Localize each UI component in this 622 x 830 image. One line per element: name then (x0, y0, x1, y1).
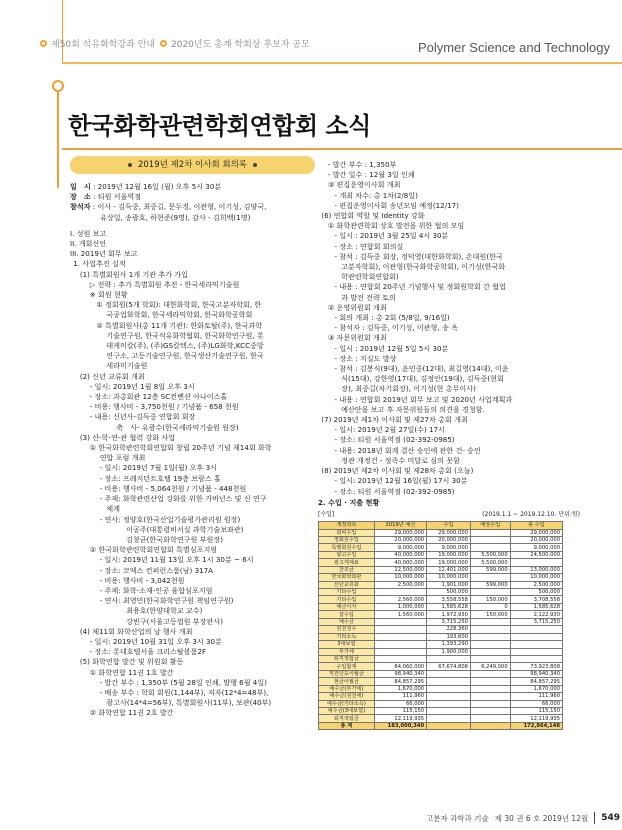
table-cell: 예수금(부가세) (319, 685, 375, 692)
table-row (319, 574, 563, 581)
table-cell: 20,000,000 (427, 536, 471, 543)
table-cell: 현금이월금 (319, 678, 375, 685)
table-cell: 1,972,930 (427, 611, 471, 618)
report-body-left (70, 229, 315, 719)
table-cell: 잡수입 (319, 611, 375, 618)
column-header: 계정과목 (319, 522, 375, 529)
page-number: 549 (601, 813, 621, 823)
table-cell: 500,000 (427, 589, 471, 596)
table-cell: 9,000,000 (427, 544, 471, 551)
text-line: - 장소: 프레지던트호텔 19층 브람스 홀 (99, 473, 221, 483)
table-cell: 5,500,000 (470, 559, 510, 566)
text-line: - 장소: 과총회관 12층 SC컨벤션 아나이스홀 (89, 392, 228, 402)
text-line: - 편집운영이사회 송년모임 예정(12/17) (334, 200, 459, 210)
text-line: ② 특별회원사(총 11개 기관): 한화토탈(주), 한국과학 (96, 320, 263, 330)
table-cell: 정회원수입 (319, 536, 375, 543)
table-cell: 3,715,250 (427, 618, 471, 625)
table-cell: 111,960 (510, 693, 562, 700)
table-cell: 0 (470, 603, 510, 610)
text-line: 과 발전 전략 토의 (341, 292, 396, 302)
table-cell: 84,857,295 (374, 678, 426, 685)
table-cell: 40,000,000 (374, 551, 426, 558)
table-cell: 12,119,935 (374, 715, 426, 722)
text-line: III. 2019년 회무 보고 (70, 249, 138, 259)
text-line: II. 개회선언 (70, 239, 107, 249)
text-line: ▷ 전략 : 추가 특별회원 추진 - 한국세라믹기술원 (89, 279, 240, 289)
text-line: 체계 (106, 504, 121, 514)
text-line: I. 성원 보고 (70, 228, 107, 238)
text-line: 학관련학회연합회) (341, 272, 399, 282)
table-cell: 2,560,000 (374, 596, 426, 603)
table-cell (374, 618, 426, 625)
finance-unit-label: [수입] (318, 510, 335, 518)
text-line: - 장소: 티원 서울역점 (02-392-0985) (334, 435, 455, 445)
table-cell: 3,708,558 (510, 596, 562, 603)
table-cell: 1,585,628 (427, 603, 471, 610)
table-cell: 특별회원수입 (319, 544, 375, 551)
text-line: 광고사(14*4=56부), 특별회원사(11부), 보관(40부) (106, 698, 272, 708)
table-cell: 수입합계 (319, 663, 375, 670)
title-rule (62, 148, 622, 150)
text-line: (1) 특별회원사 1개 기관 추가 가입 (79, 269, 188, 279)
table-cell: 예수금(3대보험) (319, 708, 375, 715)
column-header: 총 수입 (510, 522, 562, 529)
text-line: - 연사: 정양호(한국산업기술평가관리원 원장) (99, 514, 241, 524)
text-line: - 참석 : 김봉식(9대), 윤민중(12대), 최길영(14대), 이윤 (334, 364, 509, 374)
table-cell: 1,393,290 (427, 641, 471, 648)
text-line: ① 화학관련학회 상호 발전을 위한 협의 모임 (327, 221, 465, 231)
text-line: ※ 회원 현황 (89, 290, 128, 300)
table-cell (374, 626, 426, 633)
table-row (319, 641, 563, 648)
table-row (319, 536, 563, 543)
table-cell (470, 544, 510, 551)
table-cell: 84,857,295 (510, 678, 562, 685)
table-cell: 66,000 (510, 700, 562, 707)
text-line: - 참석자 : 김득중, 이기성, 이관형, 송 옥 (334, 323, 458, 333)
table-cell: 3,558,558 (427, 596, 471, 603)
text-line: ② 화학연합 11권 2호 발간 (89, 708, 174, 718)
text-line: - 비용: 행사비 - 3,750천원 / 기념품 - 658 천원 (89, 402, 239, 412)
meeting-heading: 2019년 제2차 이사회 회의록 (70, 156, 315, 174)
table-cell (510, 641, 562, 648)
table-cell: 1,560,000 (374, 611, 426, 618)
page-header (0, 0, 622, 62)
table-cell (427, 700, 471, 707)
table-cell: 1,670,000 (374, 685, 426, 692)
text-line: (7) 2019년 제1차 이사회 및 제27차 총회 개최 (321, 415, 468, 425)
text-line: 1. 사업추진 실적 (73, 259, 126, 269)
crumb-seminar[interactable]: 제50회 석유화학강좌 안내 (40, 37, 155, 50)
table-cell: 한국화학회관 (319, 574, 375, 581)
table-cell (510, 655, 562, 662)
text-line: - 주제: 화학관련산업 강화를 위한 거버넌스 및 신 연구 (99, 494, 267, 504)
table-row (319, 715, 563, 722)
table-row (319, 589, 563, 596)
table-row (319, 611, 563, 618)
table-cell: 193,600 (427, 633, 471, 640)
table-cell (510, 648, 562, 655)
table-cell (427, 678, 471, 685)
table-cell (470, 618, 510, 625)
table-cell: 1,900,000 (427, 648, 471, 655)
table-cell: 예수금(기타소득) (319, 700, 375, 707)
table-cell: 퇴직적립금 (319, 715, 375, 722)
table-row (319, 678, 563, 685)
table-cell: 150,000 (470, 596, 510, 603)
table-cell: 98,940,340 (510, 670, 562, 677)
brand-title: Polymer Science and Technology (418, 40, 610, 55)
table-cell: 98,940,340 (374, 670, 426, 677)
table-cell: 111,960 (374, 693, 426, 700)
text-line: 축 사- 유광수(한국세라믹기술원 원장) (116, 422, 239, 432)
page-footer (426, 812, 620, 824)
table-cell: 20,000,000 (510, 536, 562, 543)
table-row (319, 708, 563, 715)
table-cell (470, 574, 510, 581)
table-row (319, 618, 563, 625)
table-cell: 예금이자 (319, 603, 375, 610)
text-line: 강빈구(서울고등법원 부장판사) (126, 616, 223, 626)
meeting-attendees: 참석자 : 이사 - 김득중, 최중길, 문두경, 이관형, 이기성, 김양국, (70, 202, 267, 212)
text-line: 데케미칼(주), (주)GS칼텍스, (주)LG화학,KCC중앙 (106, 341, 264, 351)
table-cell: 24,500,000 (510, 551, 562, 558)
text-line: 식(15대), 강한영(17대), 김정안(19대), 김득중(현회 (341, 374, 504, 384)
table-row (319, 529, 563, 536)
table-cell: 84,060,000 (374, 663, 426, 670)
table-cell: 기타수입 (319, 596, 375, 603)
text-line: ① 화학연합 11권 1호 발간 (89, 667, 174, 677)
text-line: 예산안을 보고 후 자문위원들의 의견을 경청함. (341, 404, 485, 414)
table-cell: 신년교류회 (319, 581, 375, 588)
table-cell: 66,000 (374, 700, 426, 707)
table-cell: 9,000,000 (510, 544, 562, 551)
text-line: ① 한국화학관련학회연합회 창립 20주년 기념 제14회 화학 (89, 443, 272, 453)
table-cell (470, 641, 510, 648)
table-row (319, 693, 563, 700)
text-line: - 개최 차수: 총 1차(2/8일) (334, 190, 418, 200)
table-cell: 599,000 (470, 581, 510, 588)
text-line: (8) 2019년 제2차 이사회 및 제28차 총회 (오늘) (321, 466, 474, 476)
table-cell: 10,000,000 (510, 574, 562, 581)
text-line: 김창균(한국화학연구원 부원장) (126, 534, 223, 544)
table-row (319, 700, 563, 707)
meeting-attendees-cont: 유상일, 송광호, 하현준(9명), 감사 - 김희백(1명) (100, 212, 251, 222)
table-cell: 115,150 (374, 708, 426, 715)
text-line: - 내용 : 연합회 2019년 회무 보고 및 2020년 사업계획과 (334, 394, 513, 404)
right-column (318, 160, 580, 730)
table-cell (427, 715, 471, 722)
text-line: ② 한국화학관련학회연합회 특별심포지엄 (89, 545, 218, 555)
table-row (319, 559, 563, 566)
table-cell: 29,000,000 (374, 529, 426, 536)
table-cell (470, 655, 510, 662)
text-line: - 일시: 2019년 10월 31일 오후 3시 30분 (89, 636, 222, 646)
table-cell: 40,000,000 (374, 559, 426, 566)
table-cell (374, 589, 426, 596)
ring-bullet-icon (40, 40, 47, 47)
page-title: 한국화학관련학회연합회 소식 (68, 112, 371, 140)
text-line: 연합 포럼 개최 (99, 453, 146, 463)
text-line: - 발간 일수 : 12월 3일 인쇄 (327, 170, 415, 180)
text-line: 정관 개정건 - 정족수 미달로 심의 못함 (341, 455, 460, 465)
table-cell (374, 648, 426, 655)
text-line: 연구소, 고등기술연구원, 한국생산기술연구원, 한국 (106, 351, 264, 361)
table-cell: 12,500,000 (374, 566, 426, 573)
meeting-date: 일 시 : 2019년 12월 16일 (월) 오후 5시 30분 (70, 182, 222, 191)
table-cell: 예수금 (319, 618, 375, 625)
footer-divider (594, 812, 595, 824)
table-cell (427, 722, 471, 729)
text-line: 고분자학회), 이관형(한국화학공학회), 이기성(한국화 (341, 262, 506, 272)
table-row (319, 603, 563, 610)
table-cell (470, 626, 510, 633)
text-line: - 일시: 2019년 1월 8일 오후 3시 (89, 381, 195, 391)
text-line: - 내용 : 연합회 20주년 기념행사 및 정회원학회 간 협업 (334, 282, 506, 292)
text-line: - 장소 : 지실도 발상 (334, 353, 397, 363)
table-cell: 29,000,000 (427, 529, 471, 536)
table-cell: 10,000,000 (374, 574, 426, 581)
table-row (319, 633, 563, 640)
table-cell: 5,500,000 (470, 551, 510, 558)
table-cell: 12,401,000 (427, 566, 471, 573)
table-cell: 부가세 (319, 648, 375, 655)
report-body-right (318, 160, 580, 497)
text-line: - 참석 : 김득중 회장, 정덕영(대한화학회), 손대원(한국 (334, 251, 503, 261)
table-cell: 예수금(원천세) (319, 693, 375, 700)
table-cell: 500,000 (510, 589, 562, 596)
table-cell (427, 685, 471, 692)
text-line: (2) 신년 교류회 개최 (79, 371, 145, 381)
table-cell: 150,000 (470, 611, 510, 618)
ring-bullet-icon (160, 40, 167, 47)
text-line: - 내용: 신년사-김득중 연합회 회장 (89, 412, 196, 422)
text-line: - 발간 부수 : 1,350부 (5월 28일 인쇄, 발행 6월 4일) (99, 677, 267, 687)
table-cell: 1,000,000 (374, 603, 426, 610)
text-line: - 장소: 코엑스 컨퍼런스룸(남) 317A (99, 565, 213, 575)
table-cell (427, 708, 471, 715)
footer-issue: 제 30 권 6 호 2019년 12월 (494, 813, 589, 823)
table-row (319, 566, 563, 573)
table-cell: 3,715,250 (510, 618, 562, 625)
table-cell (470, 670, 510, 677)
table-cell: 599,000 (470, 566, 510, 573)
table-cell: 2,122,930 (510, 611, 562, 618)
text-line: (6) 연합회 역할 및 Identity 강화 (321, 211, 425, 221)
table-cell (510, 626, 562, 633)
table-cell: 3대보험 (319, 641, 375, 648)
table-row (319, 663, 563, 670)
table-body (319, 529, 563, 730)
table-cell (510, 559, 562, 566)
text-line: - 장소: 티원 서울역점 (02-392-0985) (334, 486, 455, 496)
table-cell (427, 655, 471, 662)
table-cell: 회비수입 (319, 529, 375, 536)
decor-vertical-line (57, 92, 59, 188)
table-cell: 20,000,000 (374, 536, 426, 543)
table-cell (470, 633, 510, 640)
table-cell: 9,000,000 (374, 544, 426, 551)
table-cell (470, 536, 510, 543)
table-row (319, 655, 563, 662)
decor-ring-icon (52, 80, 64, 92)
table-cell: 광고게재료 (319, 559, 375, 566)
table-cell: 총 계 (319, 722, 375, 729)
text-line: - 일시: 2019년 11월 13일 오후 1시 30분 ~ 6시 (99, 555, 254, 565)
text-line: - 주제: 화학-소재-인공 융합심포지엄 (99, 585, 213, 595)
table-row (319, 670, 563, 677)
table-row (319, 551, 563, 558)
left-column (70, 156, 315, 719)
finance-period: (2019.1.1 ~ 2019.12.10. 단위:원) (482, 510, 580, 518)
table-cell: 67,674,808 (427, 663, 471, 670)
crumb-award[interactable]: 2020년도 총계 학회상 후보자 공모 (160, 37, 310, 50)
table-cell: 기타소득 (319, 633, 375, 640)
table-cell: 찬조금 (319, 566, 375, 573)
table-cell (470, 700, 510, 707)
text-line: - 장소 : 연합회 회의실 (334, 241, 404, 251)
table-cell (374, 641, 426, 648)
text-line: - 일시: 2019년 12월 16일(월) 17시 30분 (334, 476, 468, 486)
text-line: - 일시: 2019년 7월 1일(월) 오후 3시 (99, 463, 217, 473)
table-cell: 12,119,935 (510, 715, 562, 722)
table-cell: 19,000,000 (427, 551, 471, 558)
table-cell (470, 722, 510, 729)
table-cell: 2,500,000 (510, 581, 562, 588)
table-cell: 기타수입 (319, 589, 375, 596)
text-line: - 연사: 최영민(한국화학연구원 책임연구원) (99, 596, 234, 606)
table-row (319, 544, 563, 551)
text-line: ① 정회원(5개 학회): 대한화학회, 한국고분자학회, 한 (96, 300, 262, 310)
text-line: - 일시 : 2019년 3월 25일 4시 30분 (334, 231, 449, 241)
table-cell (510, 633, 562, 640)
table-cell: 73,923,808 (510, 663, 562, 670)
total-row (319, 722, 563, 729)
column-header: 수입 (427, 522, 471, 529)
table-cell: 1,585,628 (510, 603, 562, 610)
table-cell: 10,000,000 (427, 574, 471, 581)
text-line: 국공업화학회, 한국세라믹학회, 한국화학공학회 (106, 310, 253, 320)
meeting-place: 장 소 : 티원 서울역점 (70, 192, 142, 202)
table-header-row (319, 522, 563, 529)
table-cell (427, 693, 471, 700)
table-cell: 13,000,000 (510, 566, 562, 573)
table-cell: 115,150 (510, 708, 562, 715)
table-row (319, 581, 563, 588)
table-cell (427, 670, 471, 677)
table-cell: 퇴직적립금 (319, 655, 375, 662)
text-line: ③ 편집운영이사회 개최 (327, 180, 401, 190)
table-cell: 직전년도이월금 (319, 670, 375, 677)
table-cell: 원천징수 (319, 626, 375, 633)
table-cell (470, 693, 510, 700)
table-cell: 172,864,148 (510, 722, 562, 729)
table-cell (374, 633, 426, 640)
text-line: ② 운영위원회 개최 (327, 302, 387, 312)
footer-journal: 고분자 과학과 기술 (426, 813, 489, 823)
bullet-dot-icon (253, 163, 257, 167)
income-table (318, 521, 563, 730)
text-line: 세라미기술원 (106, 361, 148, 371)
table-cell: 228,360 (427, 626, 471, 633)
table-cell: 19,000,000 (427, 559, 471, 566)
text-line: - 일시 : 2019년 12월 5일 5시 30분 (334, 343, 449, 353)
text-line: - 장소: 롯데호텔서울 크리스탈볼룸2F (89, 647, 207, 657)
text-line: (3) 산-학-연-관 협력 강화 사업 (79, 432, 176, 442)
table-cell: 6,249,000 (470, 663, 510, 670)
table-cell (470, 529, 510, 536)
table-row (319, 685, 563, 692)
table-cell (470, 708, 510, 715)
finance-section-title: 2. 수입 · 지출 현황 (318, 497, 380, 507)
text-line: - 내용: 2018년 회계 결산 승인에 관한 건- 승인 (334, 445, 481, 455)
text-line: - 비용: 행사비 - 3,042천원 (99, 575, 185, 585)
text-line: 이공주(대통령비서실 과학기술보좌관) (126, 524, 244, 534)
table-cell (470, 685, 510, 692)
text-line: - 비용: 행사비 - 5,064천원 / 기념품 - 448천원 (99, 483, 247, 493)
text-line: ③ 자문위원회 개최 (327, 333, 387, 343)
text-line: 최용호(한양대학교 교수) (126, 606, 203, 616)
text-line: (5) 화학연합 발간 및 위원회 활동 (79, 657, 184, 667)
bullet-dot-icon (128, 163, 132, 167)
text-line: - 회의 개최 : 총 2회 (5/8일, 9/16일) (334, 313, 450, 323)
table-cell: 1,670,000 (510, 685, 562, 692)
column-header: 2019년 예산 (374, 522, 426, 529)
table-cell: 1,901,000 (427, 581, 471, 588)
column-header: 예상수입 (470, 522, 510, 529)
table-cell (470, 648, 510, 655)
text-line: 기술연구원, 한국석유화학협회, 한국화학연구원, 롯 (106, 330, 264, 340)
table-cell: 183,000,340 (374, 722, 426, 729)
text-line: 장), 최중길(차기회장), 이기성(현 총무이사) (341, 384, 476, 394)
table-row (319, 596, 563, 603)
table-cell (470, 589, 510, 596)
table-cell: 광고수입 (319, 551, 375, 558)
header-horizontal-rule (62, 62, 622, 64)
table-cell (374, 655, 426, 662)
text-line: - 일시: 2019년 2월 27일(수) 17시 (334, 425, 445, 435)
header-vertical-rule (62, 0, 63, 62)
table-row (319, 648, 563, 655)
text-line: - 배송 부수 : 학회 회원(1,144부), 저자(12*4=48부), (99, 687, 269, 697)
table-cell: 2,500,000 (374, 581, 426, 588)
table-row (319, 626, 563, 633)
table-cell (470, 715, 510, 722)
finance-caption (318, 510, 580, 520)
table-cell: 29,000,000 (510, 529, 562, 536)
table-cell (470, 678, 510, 685)
text-line: - 발간 부수 : 1,350부 (327, 160, 397, 169)
text-line: (4) 제11회 화학산업의 날 행사 개최 (79, 626, 193, 636)
